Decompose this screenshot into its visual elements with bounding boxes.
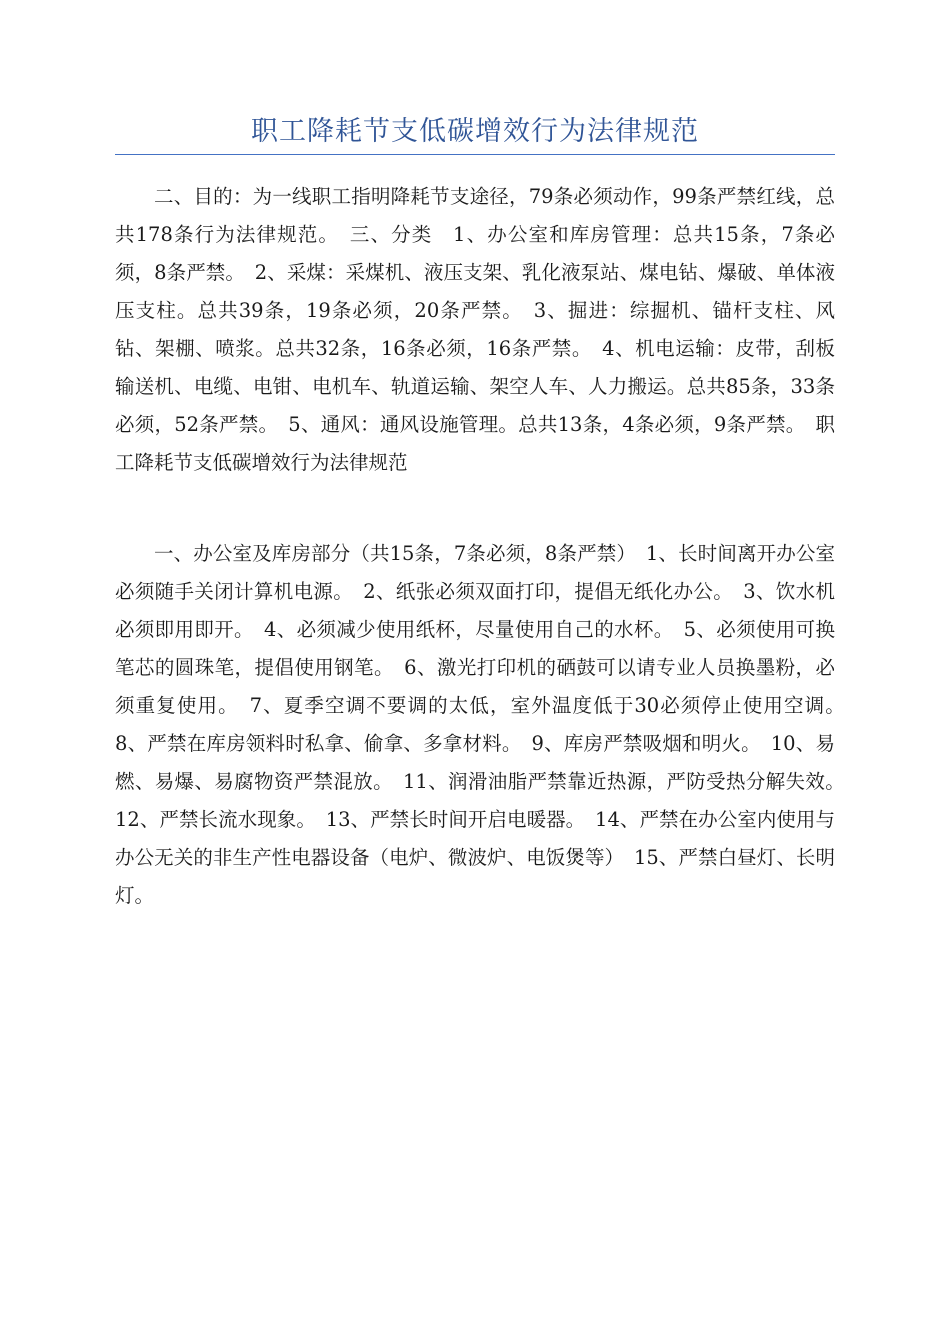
title-underline [115,154,835,155]
body-paragraph-1: 二、目的：为一线职工指明降耗节支途径，79条必须动作，99条严禁红线，总共178条行为法律规范。 三、分类 1、办公室和库房管理：总共15条，7条必须，8条严禁。 2、采煤：采煤机、液压支架、乳化液泵站、煤电钻、爆破、单体液压支柱。总共39条，19条必须，20条严禁。 3、掘进：综掘机、锚杆支柱、风钻、架棚、喷浆。总共32条，16条必须，16条严禁。 4、机电运输：皮带，刮板输送机、电缆、电钳、电机车、轨道运输、架空人车、人力搬运。总共85条，33条必须，52条严禁。 5、通风：通风设施管理。总共13条，4条必须，9条严禁。 职工降耗节支低碳增效行为法律规范 [115,185,835,474]
body-paragraph-2: 一、办公室及库房部分（共15条，7条必须，8条严禁） 1、长时间离开办公室必须随手关闭计算机电源。 2、纸张必须双面打印，提倡无纸化办公。 3、饮水机必须即用即开。 4、必须减少使用纸杯，尽量使用自己的水杯。 5、必须使用可换笔芯的圆珠笔，提倡使用钢笔。 6、激光打印机的硒鼓可以请专业人员换墨粉，必须重复使用。 7、夏季空调不要调的太低，室外温度低于30必须停止使用空调。 8、严禁在库房领料时私拿、偷拿、多拿材料。 9、库房严禁吸烟和明火。 10、易燃、易爆、易腐物资严禁混放。 11、润滑油脂严禁靠近热源，严防受热分解失效。 12、严禁长流水现象。 13、严禁长时间开启电暖器。 14、严禁在办公室内使用与办公无关的非生产性电器设备（电炉、微波炉、电饭煲等） 15、严禁白昼灯、长明灯。 [115,542,855,907]
document-title: 职工降耗节支低碳增效行为法律规范 [251,116,699,147]
